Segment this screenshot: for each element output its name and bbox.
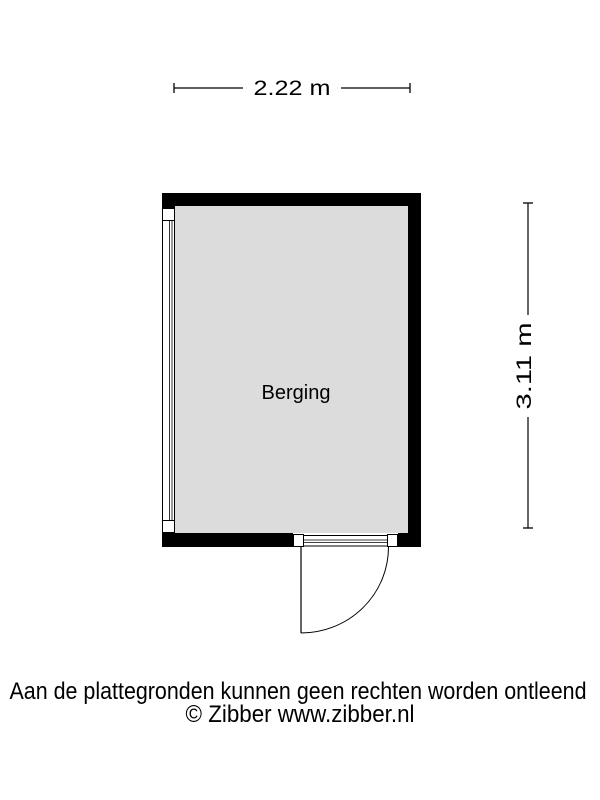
disclaimer-text: Aan de plattegronden kunnen geen rechten worden ontleend [9,678,587,705]
width-dimension-label: 2.22 m [253,77,331,100]
room-floor [175,206,408,533]
height-dimension [513,203,536,528]
door-glyph [293,533,398,633]
footer [10,678,587,728]
room-berging [162,193,421,633]
width-dimension [174,77,410,100]
copyright-text: © Zibber www.zibber.nl [185,701,415,728]
height-dimension-label: 3.11 m [513,346,536,410]
window-frame-bottom [163,521,175,533]
window-pane [163,221,175,521]
door-swing-arc [301,547,389,633]
door-jamb-left [294,535,304,547]
room-label: Berging [261,382,331,404]
window-glyph [162,208,175,533]
window-frame-top [163,209,175,221]
door-jamb-right [388,535,398,547]
